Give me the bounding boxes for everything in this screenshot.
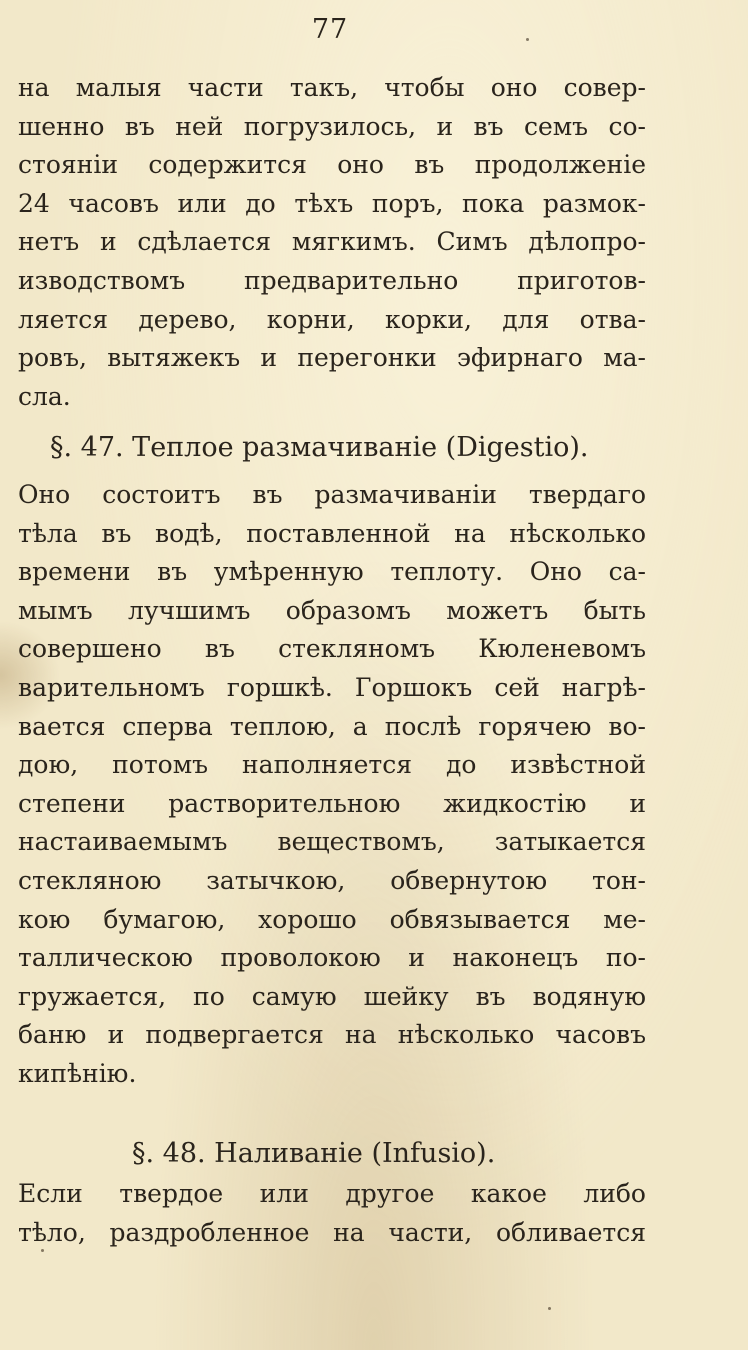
text-line: баню и подвергается на нѣсколько часовъ bbox=[18, 1020, 646, 1050]
section-heading-47: §. 47. Теплое размачиваніе (Digestio). bbox=[50, 432, 589, 463]
paper-speck bbox=[41, 1249, 44, 1252]
text-line: мымъ лучшимъ образомъ можетъ быть bbox=[18, 595, 646, 625]
text-line: ляется дерево, корни, корки, для отва- bbox=[18, 304, 646, 334]
text-line: стояніи содержится оно въ продолженіе bbox=[18, 150, 646, 180]
text-line: нетъ и сдѣлается мягкимъ. Симъ дѣлопро- bbox=[18, 227, 646, 257]
paper-speck bbox=[526, 38, 529, 41]
text-line: дою, потомъ наполняется до извѣстной bbox=[18, 750, 646, 780]
text-line: совершено въ стекляномъ Кюленевомъ bbox=[18, 634, 646, 664]
text-line: гружается, по самую шейку въ водяную bbox=[18, 981, 646, 1011]
text-line: тѣла въ водѣ, поставленной на нѣсколько bbox=[18, 518, 646, 548]
text-line: времени въ умѣренную теплоту. Оно са- bbox=[18, 557, 646, 587]
text-line: настаиваемымъ веществомъ, затыкается bbox=[18, 827, 646, 857]
paragraph-2 bbox=[18, 476, 646, 1094]
text-line: 24 часовъ или до тѣхъ поръ, пока размок- bbox=[18, 188, 646, 218]
text-line: изводствомъ предварительно приготов- bbox=[18, 265, 646, 295]
paragraph-1 bbox=[18, 69, 646, 416]
paper-speck bbox=[548, 1307, 551, 1310]
text-line: Если твердое или другое какое либо bbox=[18, 1179, 646, 1208]
text-line: на малыя части такъ, чтобы оно совер- bbox=[18, 73, 646, 102]
text-line: варительномъ горшкѣ. Горшокъ сей нагрѣ- bbox=[18, 672, 646, 702]
text-line: тѣло, раздробленное на части, обливается bbox=[18, 1217, 646, 1247]
page-number: 77 bbox=[311, 14, 349, 45]
text-line: кою бумагою, хорошо обвязывается ме- bbox=[18, 904, 646, 934]
paragraph-3 bbox=[18, 1175, 646, 1252]
text-line: шенно въ ней погрузилось, и въ семъ со- bbox=[18, 111, 646, 141]
section-heading-48: §. 48. Наливаніе (Infusio). bbox=[132, 1138, 496, 1169]
text-line: Оно состоитъ въ размачиваніи твердаго bbox=[18, 480, 646, 509]
text-line: вается сперва теплою, а послѣ горячею во- bbox=[18, 711, 646, 741]
text-line: ровъ, вытяжекъ и перегонки эфирнаго ма- bbox=[18, 343, 646, 373]
text-line: кипѣнію. bbox=[18, 1058, 137, 1088]
text-line: таллическою проволокою и наконецъ по- bbox=[18, 943, 646, 973]
text-line: степени растворительною жидкостію и bbox=[18, 788, 646, 818]
text-line: стекляною затычкою, обвернутою тон- bbox=[18, 865, 646, 895]
text-line: сла. bbox=[18, 381, 71, 411]
